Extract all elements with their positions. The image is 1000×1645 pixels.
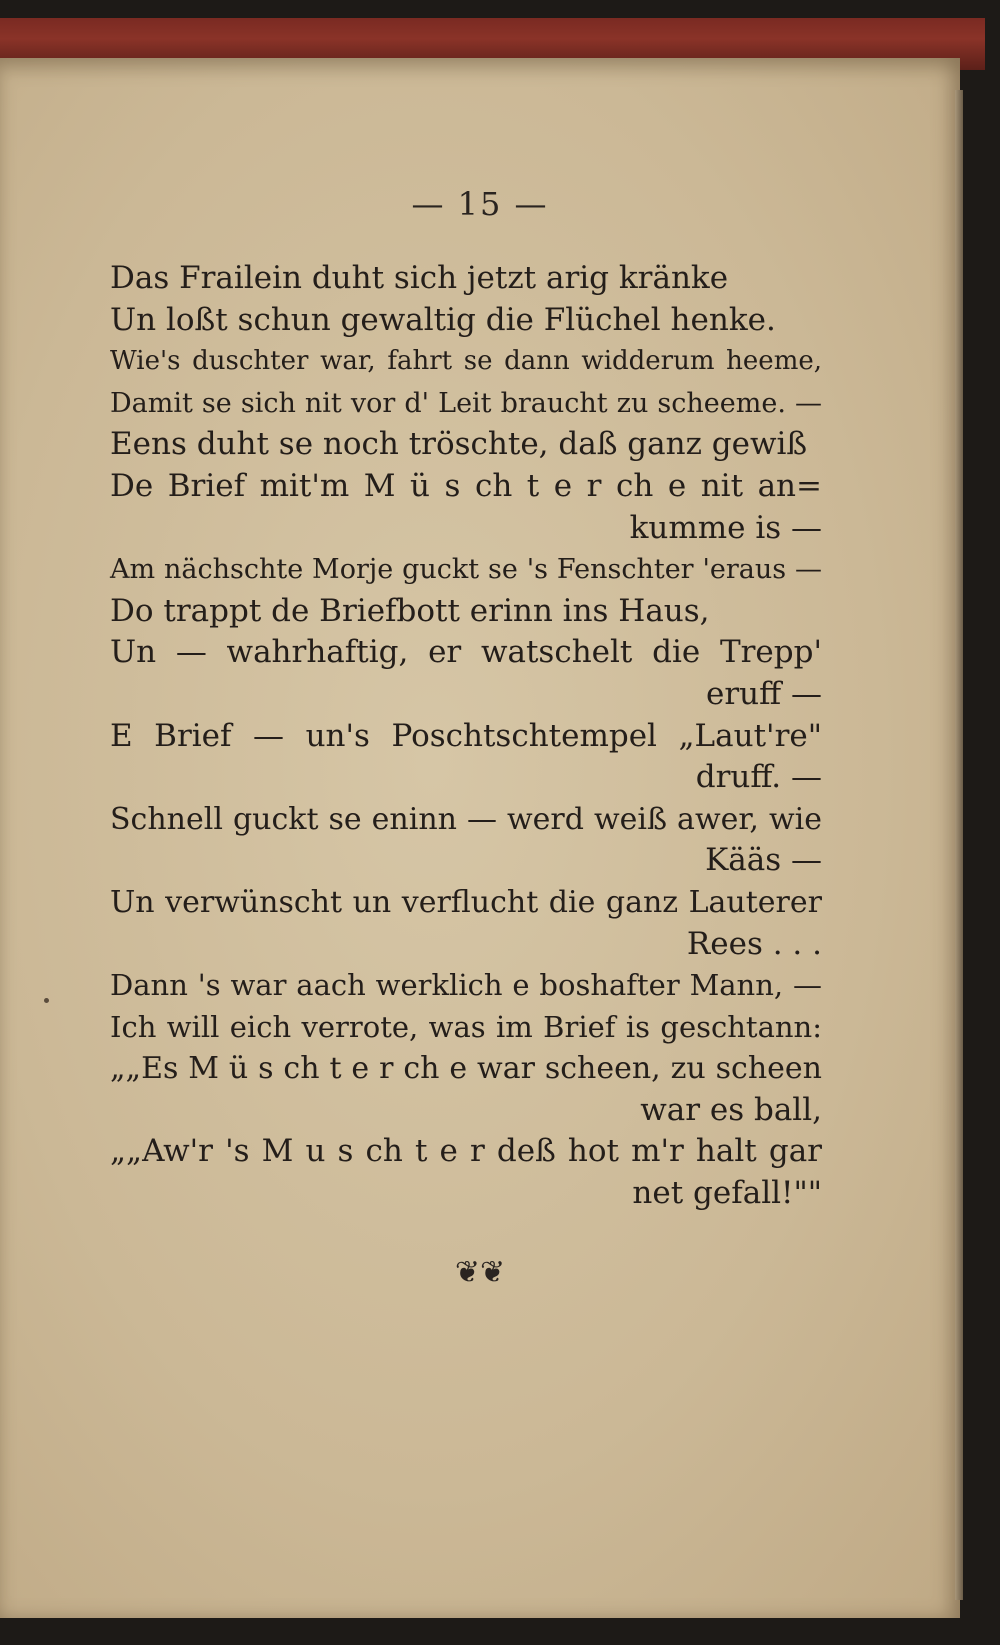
poem-line: Kääs — (705, 842, 822, 879)
poem-line: kumme is — (629, 509, 822, 546)
poem-line: Do trappt de Briefbott erinn ins Haus, (110, 592, 710, 629)
poem-line: Schnell guckt se eninn — werd weiß awer, wie (110, 801, 822, 837)
poem-line: Un loßt schun gewaltig die Flüchel henke. (110, 301, 776, 338)
poem-line: Rees . . . (686, 925, 822, 962)
poem-line: Un verwünscht un verflucht die ganz Lauterer (110, 884, 822, 920)
poem-line: net gefall!"" (632, 1175, 822, 1212)
page-number: — 15 — (411, 185, 549, 223)
poem-line: Wie's duschter war, fahrt se dann widderum heeme, (110, 346, 822, 377)
poem-line: E Brief — un's Poschtschtempel „Laut're" (110, 717, 822, 754)
poem-line: druff. — (695, 759, 822, 796)
poem-line: Dann 's war aach werklich e boshafter Mann, — (110, 968, 822, 1003)
poem-line: eruff — (705, 675, 822, 712)
poem-text (110, 258, 822, 1215)
poem-line: Damit se sich nit vor d' Leit braucht zu scheeme. — (110, 387, 822, 419)
page-edge (955, 90, 963, 1600)
poem-line: „„Es M ü s ch t e r ch e war scheen, zu scheen (110, 1051, 822, 1087)
ink-speck (44, 998, 49, 1003)
poem-line: Das Frailein duht sich jetzt arig kränke (110, 260, 729, 296)
poem-line: war es ball, (640, 1091, 822, 1128)
poem-line: Ich will eich verrote, was im Brief is geschtann: (110, 1009, 822, 1044)
poem-line: Eens duht se noch tröschte, daß ganz gewiß (110, 426, 808, 463)
poem-line: Am nächschte Morje guckt se 's Fenschter 'eraus — (110, 554, 822, 586)
ornament-icon: ❦❦ (454, 1255, 506, 1290)
poem-line: Un — wahrhaftig, er watschelt die Trepp' (110, 634, 822, 671)
poem-line: De Brief mit'm M ü s ch t e r ch e nit an= (110, 467, 822, 504)
poem-line: „„Aw'r 's M u s ch t e r deß hot m'r halt gar (110, 1133, 822, 1170)
